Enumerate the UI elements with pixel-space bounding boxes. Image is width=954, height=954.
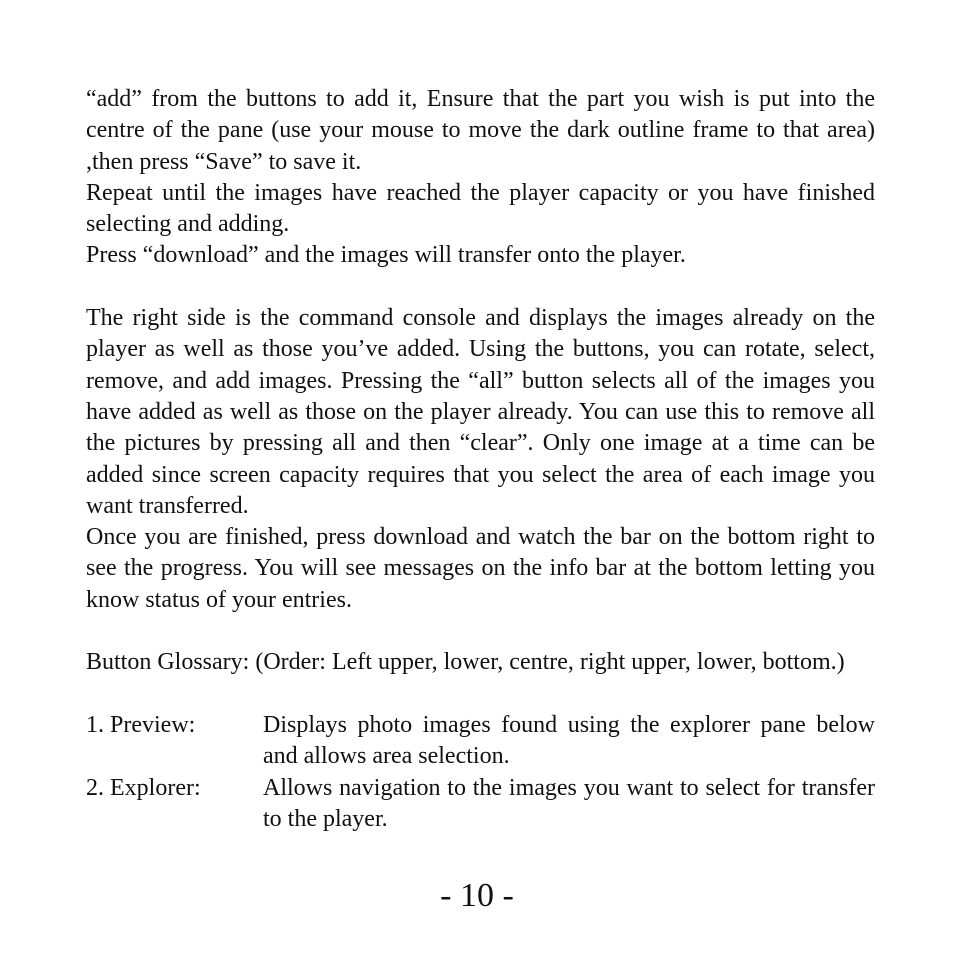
paragraph-spacer: [86, 272, 875, 303]
manual-page-body: [86, 84, 875, 835]
glossary-item-preview: [86, 710, 875, 773]
glossary-term: 2. Explorer:: [86, 774, 201, 801]
glossary-term: 1. Preview:: [86, 711, 196, 738]
glossary-item-explorer: [86, 773, 875, 836]
paragraph-repeat: Repeat until the images have reached the player capacity or you have finished selecting and adding.: [86, 179, 875, 238]
paragraph-spacer: [86, 679, 875, 710]
paragraph-progress: Once you are finished, press download and watch the bar on the bottom right to see the progress. You will see messages on the info bar at the bottom letting you know status of your entries.: [86, 524, 875, 613]
paragraph-command-console: The right side is the command console and displays the images already on the player as well as those you’ve added. Using the buttons, you can rotate, select, remove, and add images. Pressing the “all” button selects all of the images you have added as well as those on the player already. You can use this to remove all the pictures by pressing all and then “clear”. Only one image at a time can be added since screen capacity requires that you select the area of each image you want transferred.: [86, 305, 875, 519]
page-number: - 10 -: [440, 877, 514, 914]
paragraph-add-save: “add” from the buttons to add it, Ensure that the part you wish is put into the centre of the pane (use your mouse to move the dark outline frame to that area) ,then press “Save” to save it.: [86, 86, 875, 175]
glossary-description: Allows navigation to the images you want to select for transfer to the player.: [263, 774, 875, 832]
glossary-description: Displays photo images found using the explorer pane below and allows area selection.: [263, 711, 875, 770]
paragraph-button-glossary: Button Glossary: (Order: Left upper, lower, centre, right upper, lower, bottom.): [86, 649, 845, 676]
paragraph-download: Press “download” and the images will transfer onto the player.: [86, 242, 686, 269]
paragraph-spacer: [86, 616, 875, 647]
